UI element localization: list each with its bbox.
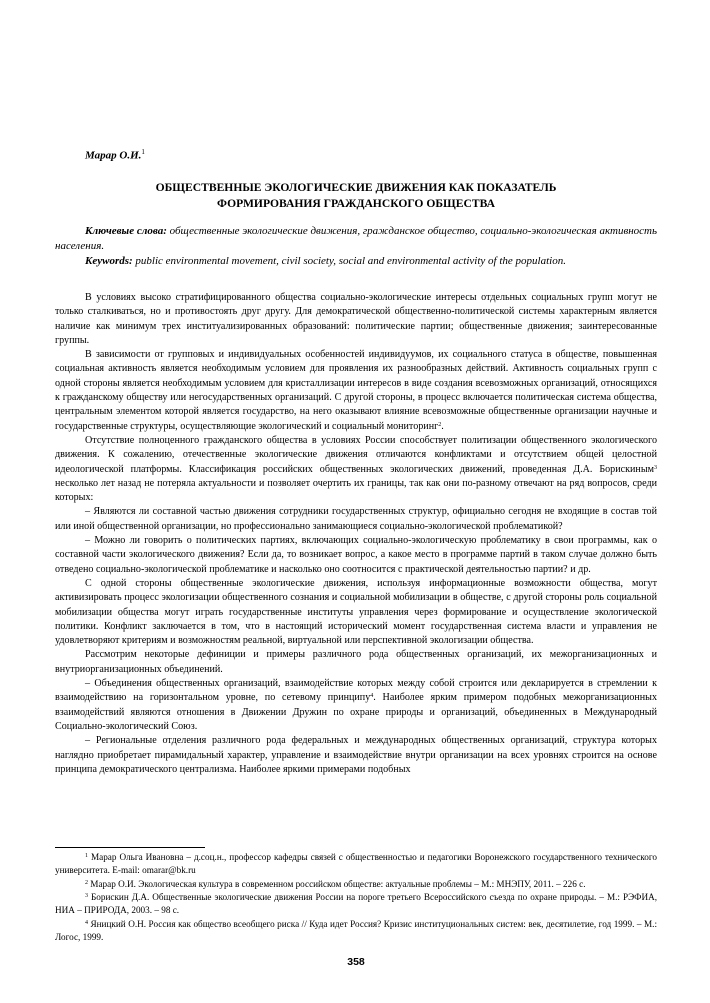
paragraph-3-text-a: Отсутствие полноценного гражданского общества в условиях России способствует политизации общественного экологического движения. К сожалению, отечественные экологические движения отличаются конфликтами и отсутствием общей целостной идеологической платформы. Классификация российских общественных экологических движений, проведенная Д.А. Борискиным bbox=[55, 434, 657, 475]
article-title bbox=[55, 180, 657, 212]
paragraph-5: – Можно ли говорить о политических партиях, включающих социально-экологическую проблематику в свои программы, как о составной части экологического движения? Если да, то возникает вопрос, а какое место в программе партий в таком случае должно быть отведено социально-экологической проблематике и насколько оно соотносится с практической деятельностью партии? и др. bbox=[55, 535, 657, 575]
paragraph-8-text-a: – Объединения общественных организаций, взаимодействие которых между собой строится или декларируется в стремлении к взаимодействию на горизонтальном уровне, по сетевому принципу bbox=[55, 678, 657, 704]
footnote-2-mark: 2 bbox=[85, 879, 88, 886]
title-line-2: ФОРМИРОВАНИЯ ГРАЖДАНСКОГО ОБЩЕСТВА bbox=[217, 197, 495, 210]
paragraph-8-text-b: . Наиболее ярким примером подобных межорганизационных взаимодействий являются отношения в Движении Дружин по охране природы и организаций, объединенных в Международный Социально-экологический Союз. bbox=[55, 692, 657, 732]
author bbox=[85, 148, 145, 162]
footnote-2-text: Марар О.И. Экологическая культура в современном российском обществе: актуальные проблемы – М.: МНЭПУ, 2011. – 226 с. bbox=[90, 878, 586, 889]
paragraph-2-end: . bbox=[441, 420, 444, 432]
keywords-en-label: Keywords: bbox=[85, 255, 133, 267]
author-name: Марар О.И. bbox=[85, 149, 142, 162]
footnote-1-text: Марар Ольга Ивановна – д.соц.н., профессор кафедры связей с общественностью и педагогики Воронежского государственного технического университета. E-mail: omarar@bk.ru bbox=[55, 852, 657, 875]
footnote-ref-2: 2 bbox=[438, 421, 442, 428]
paragraph-4: – Являются ли составной частью движения сотрудники государственных структур, официально сегодня не входящие в состав той или иной общественной организации, но профессионально занимающиеся социально-экологической проблематикой? bbox=[55, 506, 657, 532]
footnote-ref-3: 3 bbox=[654, 464, 657, 471]
author-footnote-mark: 1 bbox=[141, 148, 145, 156]
footnote-1-mark: 1 bbox=[85, 853, 88, 859]
paragraph-2 bbox=[55, 348, 657, 434]
keywords-en bbox=[55, 254, 657, 269]
paragraph-1: В условиях высоко стратифицированного общества социально-экологические интересы отдельных социальных групп могут не только сталкиваться, но и противостоять друг другу. Для демократической общественно-политической системы характерным является наличие как минимум трех институализированных образований: политические партии; общественные движения; заинтересованные группы. bbox=[55, 292, 657, 346]
footnote-3-text: Борискин Д.А. Общественные экологические движения России на пороге третьего Всероссийского съезда по охране природы. – М.: РЭФИА, НИА – ПРИРОДА, 2003. – 98 с. bbox=[55, 892, 658, 916]
keywords-ru-text: общественные экологические движения, гражданское общество, социально-экологическая активность населения. bbox=[55, 225, 658, 252]
title-line-1: ОБЩЕСТВЕННЫЕ ЭКОЛОГИЧЕСКИЕ ДВИЖЕНИЯ КАК ПОКАЗАТЕЛЬ bbox=[155, 181, 557, 194]
paragraph-9: – Региональные отделения различного рода федеральных и международных общественных организаций, структура которых наглядно приобретает пирамидальный характер, управление и взаимодействие внутри организации на всех уровнях строится на основе принципа демократического централизма. Наиболее яркими примерами подобных bbox=[55, 735, 657, 775]
paragraph-6: С одной стороны общественные экологические движения, используя информационные возможности общества, могут активизировать процесс экологизации общественного сознания и социальной мобилизации в обществе, с другой стороны роль социальной мобилизации общества могут играть государственные институты управления через формирование и осуществление экологической политики. Конфликт заключается в том, что в настоящий исторический момент государственная система власти и управления не удовлетворяют критериям и возможностям реальной, виртуальной или перспективной экологизации общества. bbox=[55, 577, 657, 647]
footnote-divider bbox=[55, 847, 205, 848]
article-body bbox=[55, 291, 657, 777]
footnote-ref-4: 4 bbox=[370, 693, 374, 700]
keywords-ru-label: Ключевые слова: bbox=[85, 225, 167, 237]
footnote-3-mark: 3 bbox=[85, 893, 88, 900]
paragraph-8 bbox=[55, 677, 657, 734]
paragraph-2-text: В зависимости от групповых и индивидуальных особенностей индивидуумов, их социального статуса в обществе, повышенная социальная активность является необходимым условием для проявления их разнообразных действий. Активность социальных групп с одной стороны является необходимым условием для кристаллизации интересов в виде создания всевозможных организаций, относящихся к гражданскому обществу или негосударственных организаций. С другой стороны, в процесс включается политическая система общества, центральным элементом которой является государство, на него оказывают влияние всевозможные общественные организации научные и государственные структуры, осуществляющие экологический и социальный мониторинг bbox=[55, 349, 657, 432]
paragraph-3 bbox=[55, 434, 657, 505]
footnotes bbox=[55, 851, 657, 945]
keywords-en-text: public environmental movement, civil society, social and environmental activity of the population. bbox=[132, 255, 566, 267]
paragraph-7: Рассмотрим некоторые дефиниции и примеры различного рода общественных организаций, их межорганизационных и внутриорганизационных объединений. bbox=[55, 649, 657, 675]
page-number: 358 bbox=[347, 956, 365, 968]
footnote-4 bbox=[55, 918, 657, 944]
footnote-3 bbox=[55, 891, 657, 917]
paragraph-3-text-b: несколько лет назад не потеряла актуальности и позволяет очертить их границы, так как они по-разному отвечают на ряд вопросов, среди которых: bbox=[55, 477, 657, 504]
footnote-1 bbox=[55, 851, 657, 877]
footnote-4-mark: 4 bbox=[85, 919, 88, 926]
keywords-ru bbox=[55, 224, 657, 254]
footnote-2 bbox=[55, 878, 657, 891]
footnote-4-text: Яницкий О.Н. Россия как общество всеобщего риска // Куда идет Россия? Кризис институциональных систем: век, десятилетие, год 1999. – М.: Логос, 1999. bbox=[55, 918, 657, 942]
